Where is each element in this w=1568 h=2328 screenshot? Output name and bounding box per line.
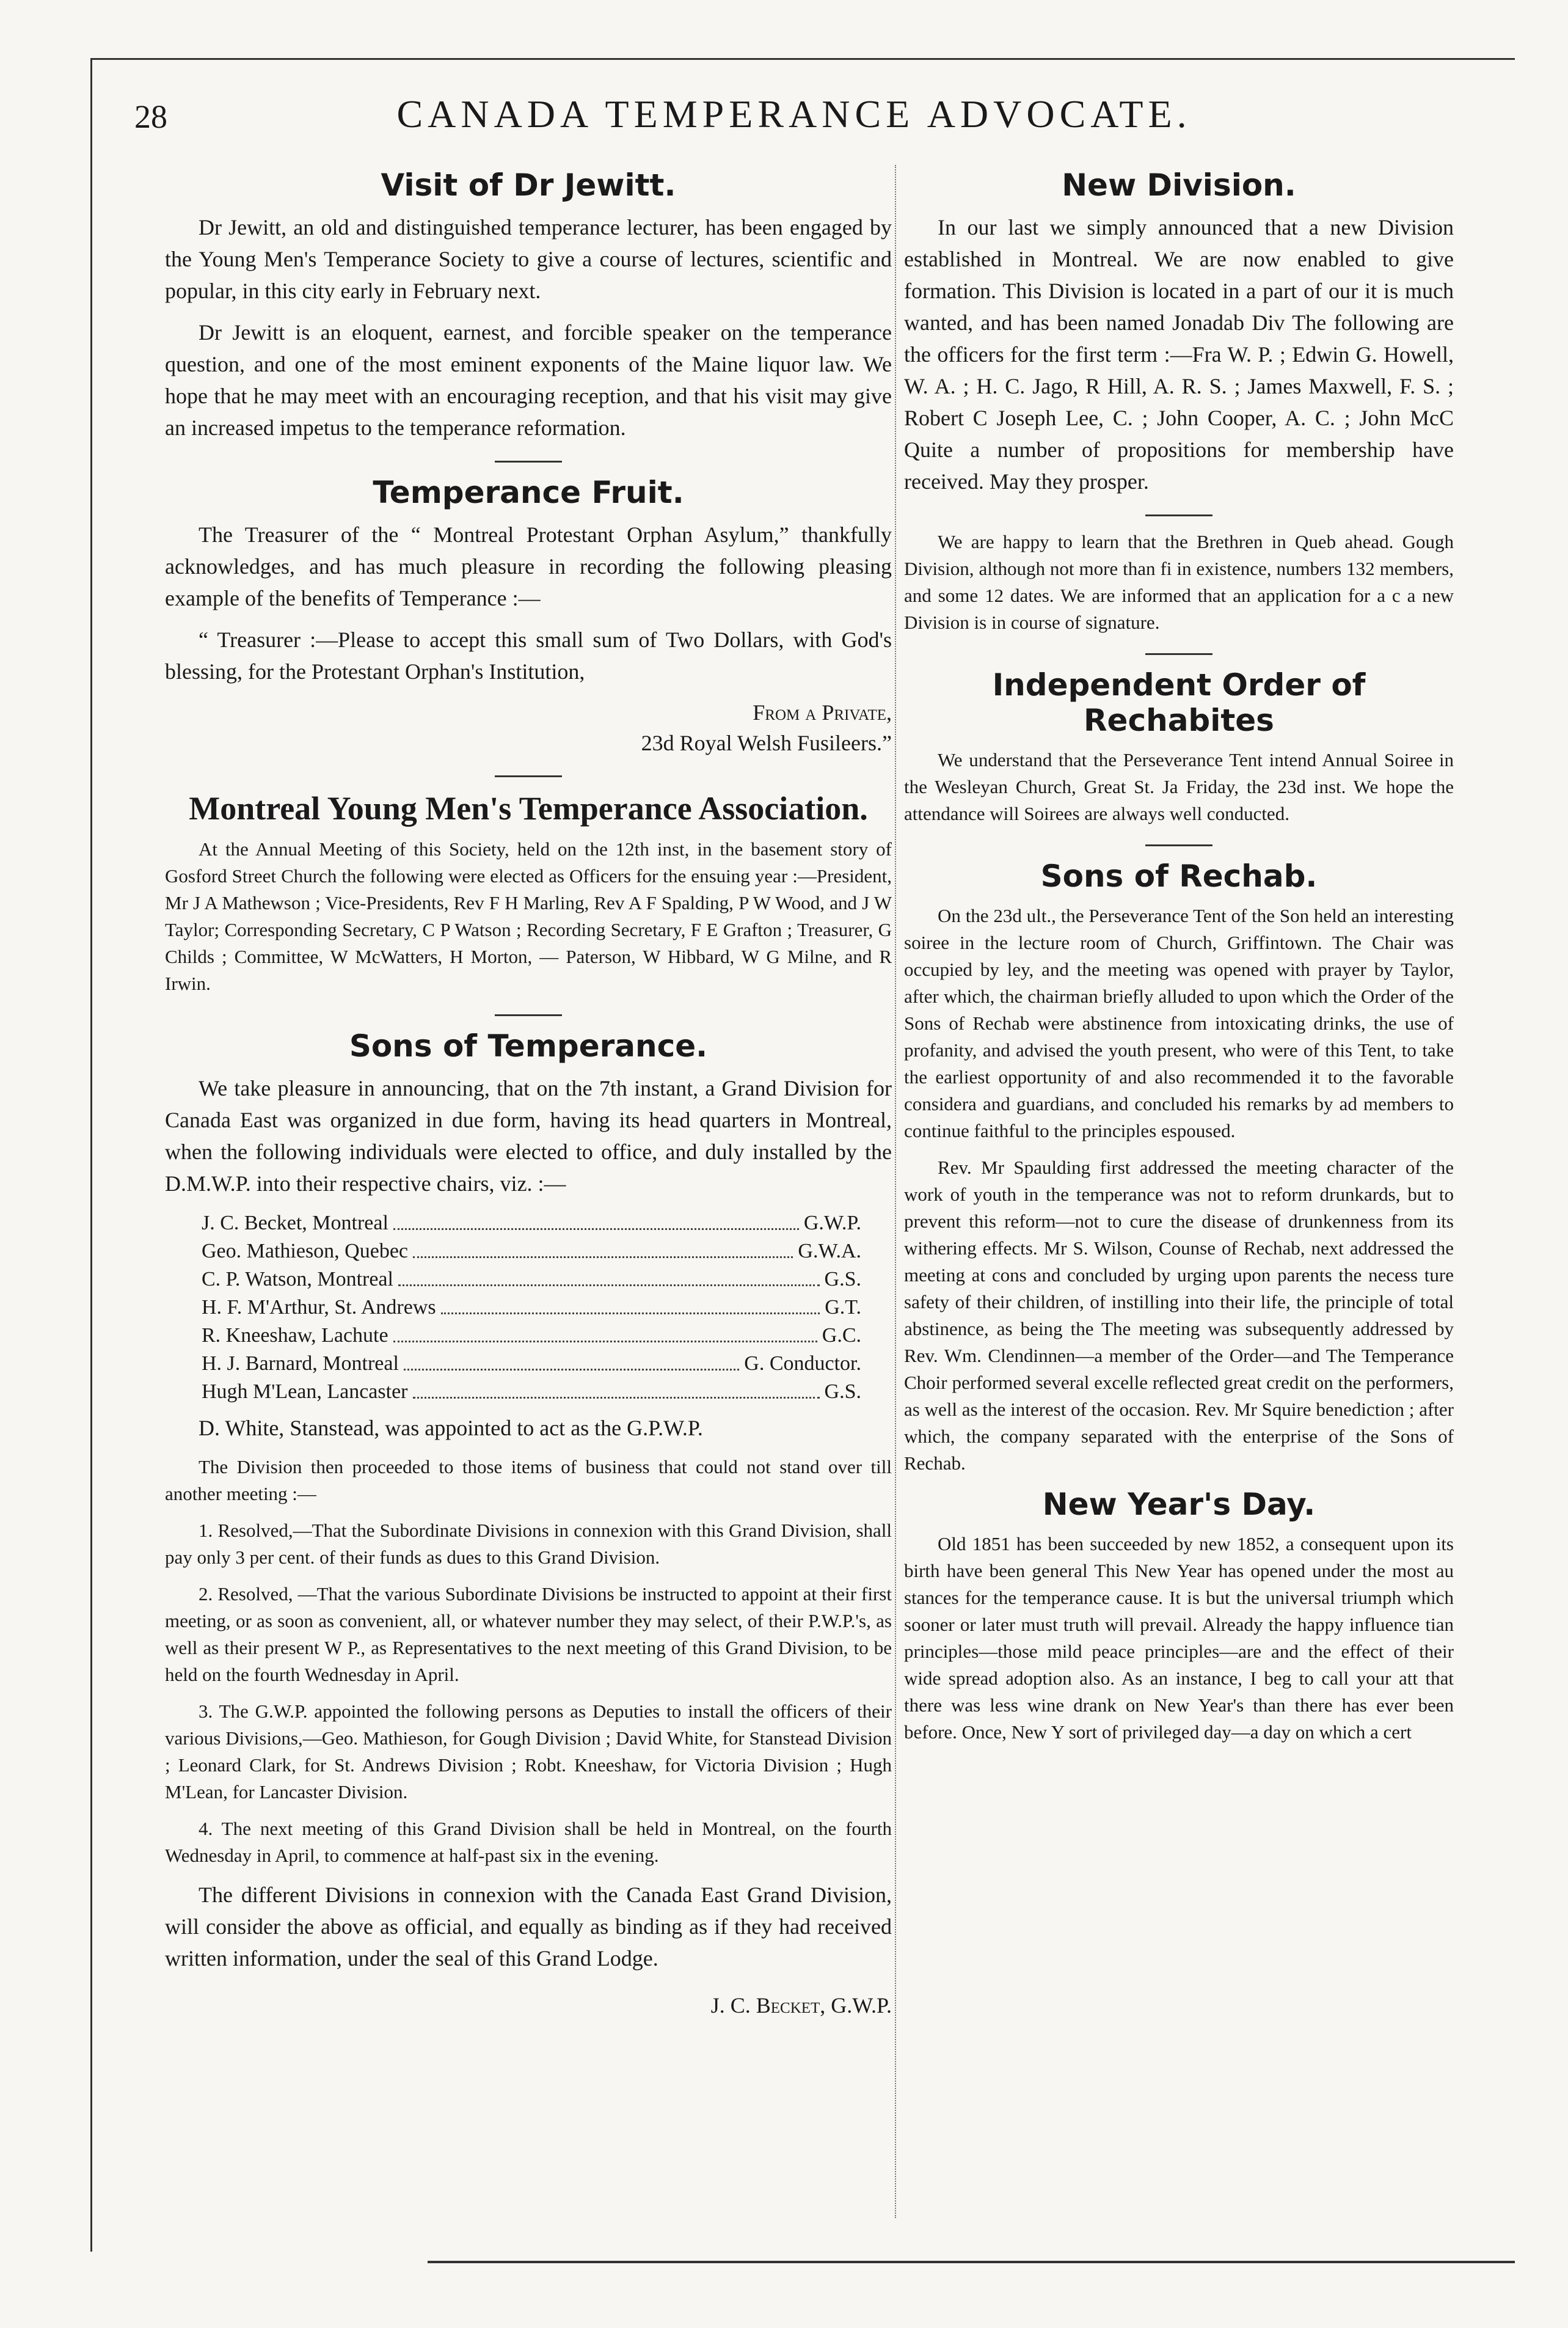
article-ymta bbox=[165, 789, 892, 997]
leader-dots bbox=[413, 1237, 793, 1258]
leader-dots bbox=[393, 1209, 799, 1230]
officer-title: G.C. bbox=[822, 1324, 861, 1347]
article-paragraph: At the Annual Meeting of this Society, held on the 12th inst, in the basement story of Gosford Street Church the following were elected as Officers for the ensuing year :—President, Mr J A Mathewson ; Vice-Presidents, Rev F H Marling, Rev A F Spalding, P W Wood, and J W Taylor; Corresponding Secretary, C P Watson ; Recording Secretary, F E Grafton ; Treasurer, G Childs ; Committee, W McWatters, H Morton, — Paterson, W Hibbard, W G Milne, and R Irwin. bbox=[165, 838, 892, 994]
page-border-top bbox=[92, 58, 1515, 60]
article-sons-of-temperance bbox=[165, 1028, 892, 2018]
officer-title: G. Conductor. bbox=[744, 1352, 861, 1375]
resolution-item: 2. Resolved, —That the various Subordinate Divisions be instructed to appoint at their first meeting, or as soon as convenient, all, or whatever number they may select, of their P.W.P.'s, as well as their present W P., as Representatives to the next meeting of this Grand Division, to be held on the fourth Wednesday in April. bbox=[165, 1583, 892, 1685]
officer-title: G.S. bbox=[824, 1380, 861, 1403]
article-rechabites bbox=[904, 667, 1454, 827]
officer-row bbox=[202, 1265, 861, 1294]
column-rule bbox=[895, 165, 896, 2218]
running-title: CANADA TEMPERANCE ADVOCATE. bbox=[396, 92, 1192, 136]
page-border-bottom bbox=[428, 2261, 1515, 2263]
left-column bbox=[165, 159, 892, 2018]
officer-title: G.T. bbox=[825, 1296, 861, 1319]
article-visit-of-dr-jewitt bbox=[165, 167, 892, 444]
officer-name: J. C. Becket, Montreal bbox=[202, 1212, 388, 1234]
resolution-item: 3. The G.W.P. appointed the following persons as Deputies to install the officers of their various Divisions,—Geo. Mathieson, for Gough Division ; David White, for Stanstead Division ; Leonard Clark, for St. Andrews Division ; Robt. Kneeshaw, for Victoria Division ; Hugh M'Lean, for Lancaster Division. bbox=[165, 1700, 892, 1803]
article-paragraph: The Division then proceeded to those items of business that could not stand over till another meeting :— bbox=[165, 1456, 892, 1504]
article-sons-of-rechab bbox=[904, 858, 1454, 1477]
article-paragraph: On the 23d ult., the Perseverance Tent of the Son held an interesting soiree in the lecture room of Church, Griffintown. The Chair was occupied by ley, and the meeting was opened with prayer by Taylor, after which, the chairman briefly alluded to upon which the Order of the Sons of Rechab were abstinence from intoxicating drinks, the use of profanity, and advised the youth present, who were of this Tent, to take the earliest opportunity of and also recommended it to the favorable considera and guardians, and concluded his remarks by ad members to continue faithful to the principles espoused. bbox=[904, 905, 1454, 1141]
section-divider bbox=[1145, 514, 1212, 516]
officer-name: H. J. Barnard, Montreal bbox=[202, 1352, 399, 1375]
officer-row bbox=[202, 1322, 861, 1350]
article-new-years-day bbox=[904, 1487, 1454, 1746]
article-heading: Sons of Temperance. bbox=[349, 1028, 708, 1064]
page-header bbox=[122, 92, 1466, 147]
officer-name: R. Kneeshaw, Lachute bbox=[202, 1324, 388, 1347]
page-border-left bbox=[90, 58, 92, 2252]
officer-row bbox=[202, 1378, 861, 1406]
article-paragraph: We are happy to learn that the Brethren in Queb ahead. Gough Division, although not more than fi in existence, numbers 132 members, and some 12 dates. We are informed that an application for a c a new Division is in course of signature. bbox=[904, 531, 1454, 633]
resolutions bbox=[165, 1454, 892, 1869]
article-paragraph: Rev. Mr Spaulding first addressed the meeting character of the work of youth in the temperance was not to reform drunkards, but to prevent this reform—not to cure the disease of drunkenness from its withering effects. Mr S. Wilson, Counse of Rechab, next addressed the meeting at cons and concluded by urging upon parents the necess ture safety of their children, of instilling into their life, the principle of total abstinence, as being the The meeting was subsequently addressed by Rev. Wm. Clendinnen—a member of the Order—and The Temperance Choir performed several excelle reflected great credit on the performers, as well as the interest of the occasion. Rev. Mr Squire benediction ; after which, the company separated with the enterprise of the Sons of Rechab. bbox=[904, 1157, 1454, 1474]
article-gough-division bbox=[904, 529, 1454, 636]
letter-signature bbox=[165, 697, 892, 758]
section-divider bbox=[1145, 844, 1212, 846]
article-paragraph: Dr Jewitt is an eloquent, earnest, and forcible speaker on the temperance question, and one of the most eminent exponents of the Maine liquor law. We hope that he may meet with an encouraging reception, and that his visit may give an increased impetus to the temperance reformation. bbox=[165, 320, 892, 440]
officer-title: G.W.P. bbox=[803, 1212, 861, 1234]
article-paragraph: The different Divisions in connexion with the Canada East Grand Division, will consider the above as official, and equally as binding as if they had received written information, under the seal of this Grand Lodge. bbox=[165, 1883, 892, 1971]
article-heading: New Year's Day. bbox=[1042, 1487, 1316, 1522]
article-heading: Sons of Rechab. bbox=[1040, 858, 1318, 894]
leader-dots bbox=[393, 1322, 817, 1342]
section-divider bbox=[495, 461, 562, 463]
article-paragraph: D. White, Stanstead, was appointed to act as the G.P.W.P. bbox=[199, 1416, 703, 1440]
resolution-item: 4. The next meeting of this Grand Division shall be held in Montreal, on the fourth Wednesday in April, to commence at half-past six in the evening. bbox=[165, 1818, 892, 1866]
section-divider bbox=[495, 775, 562, 777]
page-number: 28 bbox=[134, 98, 167, 135]
leader-dots bbox=[441, 1294, 820, 1314]
officer-row bbox=[202, 1209, 861, 1237]
article-new-division bbox=[904, 167, 1454, 497]
leader-dots bbox=[413, 1378, 820, 1399]
section-divider bbox=[495, 1014, 562, 1016]
section-divider bbox=[1145, 653, 1212, 655]
signature-line: 23d Royal Welsh Fusileers.” bbox=[641, 731, 892, 755]
resolution-item: 1. Resolved,—That the Subordinate Divisions in connexion with this Grand Division, shall pay only 3 per cent. of their funds as dues to this Grand Division. bbox=[165, 1520, 892, 1568]
article-heading: Montreal Young Men's Temperance Association. bbox=[189, 790, 868, 827]
article-temperance-fruit bbox=[165, 475, 892, 758]
leader-dots bbox=[404, 1350, 739, 1371]
article-paragraph: We take pleasure in announcing, that on the 7th instant, a Grand Division for Canada East was organized in due form, having its head quarters in Montreal, when the following individuals were elected to office, and duly installed by the D.M.W.P. into their respective chairs, viz. :— bbox=[165, 1076, 892, 1196]
article-heading: Temperance Fruit. bbox=[373, 475, 684, 510]
officer-title: G.S. bbox=[824, 1268, 861, 1290]
article-paragraph: “ Treasurer :—Please to accept this small sum of Two Dollars, with God's blessing, for the Protestant Orphan's Institution, bbox=[165, 628, 892, 684]
officer-title: G.W.A. bbox=[798, 1240, 861, 1262]
officers-list bbox=[202, 1209, 861, 1406]
officer-name: Geo. Mathieson, Quebec bbox=[202, 1240, 409, 1262]
article-paragraph: In our last we simply announced that a new Division established in Montreal. We are now enabled to give formation. This Division is located in a part of our it is much wanted, and has been named Jonadab Div The following are the officers for the first term :—Fra W. P. ; Edwin G. Howell, W. A. ; H. C. Jago, R Hill, A. R. S. ; James Maxwell, F. S. ; Robert C Joseph Lee, C. ; John Cooper, A. C. ; John McC Quite a number of propositions for membership have received. May they prosper. bbox=[904, 215, 1454, 494]
officer-row bbox=[202, 1237, 861, 1265]
officer-row bbox=[202, 1294, 861, 1322]
officer-name: C. P. Watson, Montreal bbox=[202, 1268, 393, 1290]
signature-line: From a Private, bbox=[753, 700, 892, 725]
article-heading: Independent Order of Rechabites bbox=[992, 667, 1366, 738]
article-heading: Visit of Dr Jewitt. bbox=[381, 167, 676, 203]
officer-row bbox=[202, 1350, 861, 1378]
right-column bbox=[904, 159, 1454, 1755]
article-paragraph: Dr Jewitt, an old and distinguished temperance lecturer, has been engaged by the Young Men's Temperance Society to give a course of lectures, scientific and popular, in this city early in February next. bbox=[165, 215, 892, 303]
article-paragraph: We understand that the Perseverance Tent intend Annual Soiree in the Wesleyan Church, Great St. Ja Friday, the 23d inst. We hope the attendance will Soirees are always well conducted. bbox=[904, 749, 1454, 824]
leader-dots bbox=[398, 1265, 820, 1286]
article-paragraph: Old 1851 has been succeeded by new 1852, a consequent upon its birth have been general This New Year has opened under the most au stances for the temperance cause. It is but the universal triumph which sooner or later must truth will prevail. Already the happy influence tian principles—those mild peace principles—are and the effect of their wide spread adoption also. As an instance, I beg to call your att that there was less wine drank on New Year's than there has ever been before. Once, New Y sort of privileged day—a day on which a cert bbox=[904, 1533, 1454, 1743]
officer-name: Hugh M'Lean, Lancaster bbox=[202, 1380, 408, 1403]
officer-name: H. F. M'Arthur, St. Andrews bbox=[202, 1296, 436, 1319]
article-heading: New Division. bbox=[1062, 167, 1296, 203]
article-signature: J. C. Becket, G.W.P. bbox=[710, 1993, 892, 2018]
article-paragraph: The Treasurer of the “ Montreal Protestant Orphan Asylum,” thankfully acknowledges, and has much pleasure in recording the following pleasing example of the benefits of Temperance :— bbox=[165, 522, 892, 610]
